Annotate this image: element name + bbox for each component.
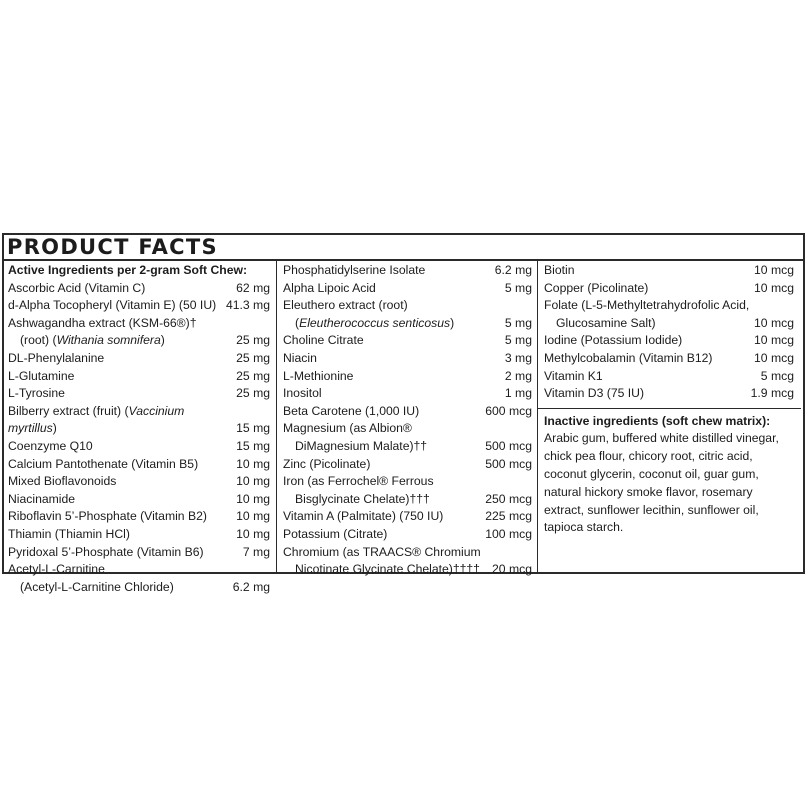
ingredient-row [283,368,532,386]
ingredient-row [544,350,794,368]
ingredient-amount: 10 mg [236,456,270,471]
ingredient-name-text: Iron (as Ferrochel® Ferrous [283,474,434,489]
ingredient-name [283,280,505,298]
ingredient-row [8,403,270,438]
ingredient-line [8,491,270,509]
ingredient-name [283,368,505,386]
ingredient-name [544,262,754,280]
ingredient-name-continued [544,315,754,333]
ingredient-name-text: Beta Carotene (1,000 IU) [283,403,420,418]
ingredient-name-text: Folate (L-5-Methyltetrahydrofolic Acid, [544,298,750,313]
ingredient-name-text: ) [52,421,57,436]
ingredient-name-continued [283,561,492,579]
ingredient-line [8,544,270,562]
ingredient-line [8,332,270,350]
ingredient-name [8,438,236,456]
ingredient-row [8,315,270,350]
ingredient-name-text: Ascorbic Acid (Vitamin C) [8,280,146,295]
ingredient-name-text: Bisglycinate Chelate)††† [295,491,430,506]
ingredient-name-text: d-Alpha Tocopheryl (Vitamin E) (50 IU) [8,298,217,313]
ingredient-name-text: Calcium Pantothenate (Vitamin B5) [8,456,199,471]
ingredient-name-text: Phosphatidylserine Isolate [283,263,426,277]
ingredient-name [283,297,532,315]
inactive-ingredients-header: Inactive ingredients (soft chew matrix): [544,413,771,428]
ingredient-amount: 5 mg [504,280,532,295]
ingredient-row [8,368,270,386]
ingredient-amount: 1.9 mcg [750,386,794,401]
ingredient-name-text: Niacinamide [8,491,76,506]
ingredient-amount: 10 mcg [754,333,794,348]
ingredient-name-text: Copper (Picolinate) [544,280,649,295]
ingredient-line [283,315,532,333]
ingredient-line [283,332,532,350]
ingredient-latin-name: Withania somnifera [56,333,161,348]
ingredient-amount: 25 mg [236,333,270,348]
ingredient-name [8,350,236,368]
ingredient-amount: 10 mg [236,526,270,541]
ingredient-name [544,332,754,350]
ingredient-row [8,350,270,368]
ingredient-latin-name: Eleutherococcus senticosus [299,315,451,330]
ingredient-name [283,403,485,421]
ingredient-name-text: L-Methionine [283,368,354,383]
ingredient-row [8,561,270,596]
ingredient-row [283,456,532,474]
ingredient-name-text: ( [295,315,300,330]
ingredient-row [283,297,532,332]
ingredient-name [8,456,236,474]
ingredient-amount: 5 mcg [760,368,794,383]
ingredient-name-text: Acetyl-L-Carnitine [8,562,105,577]
ingredient-name-text: Bilberry extract (fruit) ( [8,403,129,418]
ingredient-line [283,438,532,456]
ingredient-row [8,508,270,526]
ingredient-amount: 10 mg [236,491,270,506]
ingredient-line [8,508,270,526]
ingredient-amount: 10 mcg [754,315,794,330]
ingredient-name-text: Ashwagandha extract (KSM-66®)† [8,315,197,330]
ingredient-name-text: Potassium (Citrate) [283,526,388,541]
ingredient-row [544,368,794,386]
ingredient-row [8,280,270,298]
column-divider-1 [276,261,277,574]
ingredient-name-text: Coenzyme Q10 [8,438,93,453]
ingredient-amount: 25 mg [236,368,270,383]
ingredient-line [8,350,270,368]
ingredient-line [8,297,270,315]
ingredient-name [8,526,236,544]
ingredient-name-text: ) [160,333,165,348]
ingredient-line [283,491,532,509]
ingredient-name [283,385,505,403]
ingredient-line [283,385,532,403]
ingredient-amount: 10 mg [236,474,270,489]
title-divider [4,259,803,261]
ingredient-line [283,403,532,421]
inactive-ingredients-text: Arabic gum, buffered white distilled vinegar, chick pea flour, chicory root, citric acid, coconut glycerin, coconut oil, guar gum, natural hickory smoke flavor, rosemary extract, sunflower lecithin, sunflower oil, tapioca starch. [544,431,779,535]
ingredient-row [544,297,794,332]
ingredient-name [283,508,485,526]
ingredient-line [8,579,270,597]
ingredient-line [8,473,270,491]
ingredient-name-text: Vitamin K1 [544,368,603,383]
ingredient-name-text: DL-Phenylalanine [8,350,105,365]
ingredient-amount: 1 mg [504,386,532,401]
ingredient-row [8,544,270,562]
ingredient-amount: 41.3 mg [225,298,270,313]
ingredient-name [544,350,754,368]
ingredient-row [8,456,270,474]
ingredient-name [283,350,505,368]
ingredient-name-text: Inositol [283,386,322,401]
ingredient-row [283,350,532,368]
ingredient-name-text: (Acetyl-L-Carnitine Chloride) [20,579,174,594]
ingredient-line [283,456,532,474]
ingredient-amount: 3 mg [504,350,532,365]
ingredient-name-text: L-Tyrosine [8,386,65,401]
ingredient-name-continued [283,315,505,333]
ingredient-name-text: Riboflavin 5’-Phosphate (Vitamin B2) [8,509,207,524]
ingredient-line [283,526,532,544]
ingredient-amount: 62 mg [236,280,270,295]
ingredient-name-text: Iodine (Potassium Iodide) [544,333,683,348]
ingredient-row [544,385,794,403]
ingredient-name [8,297,226,315]
ingredient-line [544,332,794,350]
ingredient-row [544,332,794,350]
ingredient-amount: 10 mcg [754,263,794,277]
ingredient-amount: 10 mg [236,509,270,524]
ingredient-name [8,385,236,403]
ingredient-row [544,280,794,298]
ingredient-line [283,262,532,280]
ingredient-name [8,403,236,438]
ingredient-row [283,403,532,421]
ingredient-name-continued [283,438,485,456]
ingredient-row [283,332,532,350]
ingredient-line [544,315,794,333]
ingredient-row [283,508,532,526]
ingredient-row [283,526,532,544]
ingredient-name-text: Vitamin A (Palmitate) (750 IU) [283,509,444,524]
ingredient-name [8,544,243,562]
ingredient-name-text: Mixed Bioflavonoids [8,474,117,489]
ingredient-latin-name: Vaccinium myrtillus [8,403,185,436]
ingredient-line [8,526,270,544]
ingredient-amount: 5 mg [504,315,532,330]
ingredient-amount: 7 mg [242,544,270,559]
ingredient-name [544,280,754,298]
ingredient-amount: 2 mg [504,368,532,383]
ingredient-amount: 10 mcg [754,350,794,365]
ingredient-name [544,297,794,315]
active-ingredients-header: Active Ingredients per 2-gram Soft Chew: [8,263,248,277]
ingredient-name-text: Biotin [544,263,575,277]
ingredient-line [544,280,794,298]
ingredient-line [8,280,270,298]
ingredient-name [8,368,236,386]
ingredient-line [8,403,270,438]
ingredient-name-text: Choline Citrate [283,333,364,348]
ingredient-row [283,262,532,280]
ingredient-row [8,438,270,456]
ingredient-name-continued [283,491,485,509]
ingredient-name [283,473,532,491]
ingredient-name-text: Chromium (as TRAACS® Chromium [283,544,481,559]
ingredient-line [283,368,532,386]
ingredient-name [8,473,236,491]
ingredient-line [8,456,270,474]
ingredient-name [283,526,485,544]
ingredient-name [544,368,761,386]
ingredient-name-text: Zinc (Picolinate) [283,456,371,471]
ingredient-row [283,385,532,403]
ingredient-name [283,332,505,350]
ingredient-row [8,526,270,544]
ingredient-line [283,280,532,298]
ingredient-name [544,385,751,403]
ingredient-amount: 225 mcg [485,509,532,524]
ingredient-row [8,491,270,509]
ingredient-amount: 6.2 mg [232,579,270,594]
ingredient-name [8,491,236,509]
ingredient-line [8,368,270,386]
ingredient-amount: 5 mg [504,333,532,348]
ingredient-name [283,456,485,474]
ingredient-name-text: Thiamin (Thiamin HCl) [8,526,130,541]
ingredient-row [283,420,532,455]
ingredient-amount: 500 mcg [485,456,532,471]
ingredient-name-text: L-Glutamine [8,368,75,383]
ingredient-line [544,385,794,403]
ingredient-amount: 250 mcg [485,491,532,506]
ingredient-row [8,385,270,403]
ingredients-column-1 [8,262,270,596]
ingredient-line [544,368,794,386]
ingredient-name-text: ) [450,315,455,330]
ingredient-amount: 100 mcg [485,526,532,541]
ingredient-row [283,473,532,508]
ingredient-amount: 15 mg [236,421,270,436]
ingredient-amount: 25 mg [236,386,270,401]
ingredient-name [283,544,532,562]
ingredient-line [544,262,794,280]
panel-title: PRODUCT FACTS [7,235,218,259]
ingredient-line [8,385,270,403]
ingredient-amount: 600 mcg [485,403,532,418]
ingredient-amount: 25 mg [236,350,270,365]
ingredient-name [8,315,270,333]
ingredients-column-2 [283,262,532,579]
ingredient-name [8,280,236,298]
ingredient-name-text: Pyridoxal 5’-Phosphate (Vitamin B6) [8,544,204,559]
ingredient-name-text: (root) ( [20,333,57,348]
ingredient-name-text: Magnesium (as Albion® [283,421,412,436]
ingredient-row [8,297,270,315]
ingredient-name [283,262,495,280]
ingredient-name-text: Methylcobalamin (Vitamin B12) [544,350,713,365]
ingredient-line [283,350,532,368]
ingredient-name-text: Alpha Lipoic Acid [283,280,376,295]
ingredient-name-text: Eleuthero extract (root) [283,298,408,313]
ingredient-name [283,420,532,438]
ingredient-name [8,508,236,526]
ingredient-row [8,473,270,491]
ingredient-name-text: Glucosamine Salt) [556,315,656,330]
ingredient-name-text: Nicotinate Glycinate Chelate)†††† [295,562,480,577]
ingredient-name [8,561,270,579]
ingredient-name-text: Niacin [283,350,317,365]
ingredient-name-continued [8,579,233,597]
ingredient-row [283,544,532,579]
ingredient-line [544,350,794,368]
ingredient-amount: 15 mg [236,438,270,453]
ingredient-amount: 10 mcg [754,280,794,295]
ingredient-line [8,438,270,456]
ingredient-name-continued [8,332,236,350]
ingredient-row [283,280,532,298]
ingredient-amount: 20 mcg [492,562,532,577]
ingredient-amount: 6.2 mg [494,263,532,277]
ingredient-name-text: DiMagnesium Malate)†† [295,438,428,453]
inactive-divider [537,408,801,409]
ingredients-column-3 [544,262,794,537]
ingredient-amount: 500 mcg [485,438,532,453]
ingredient-line [283,561,532,579]
ingredient-row [544,262,794,280]
ingredient-name-text: Vitamin D3 (75 IU) [544,386,645,401]
column-divider-2 [537,261,538,574]
ingredient-line [283,508,532,526]
